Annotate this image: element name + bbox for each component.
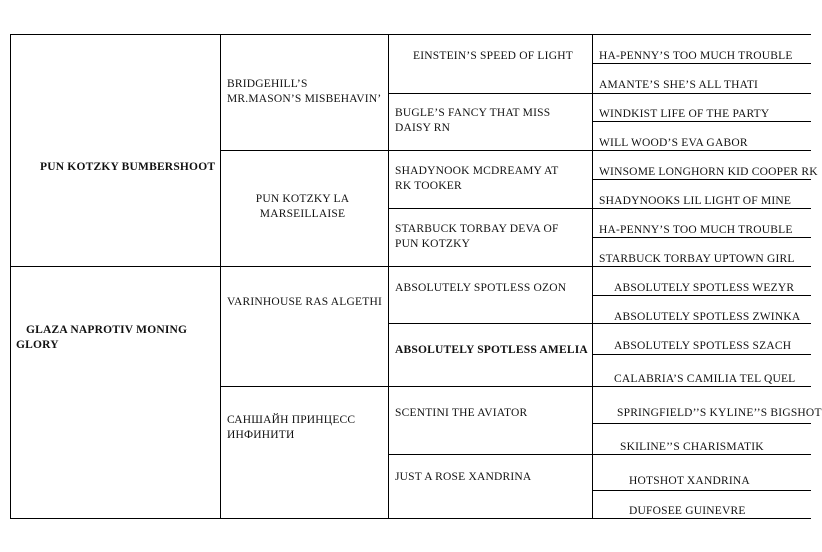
sire-sire-name: BRIDGEHILL’S MR.MASON’S MISBEHAVIN’ bbox=[227, 78, 382, 105]
g4-name: HA-PENNY’S TOO MUCH TROUBLE bbox=[599, 50, 793, 62]
divider-gen4 bbox=[592, 93, 811, 94]
divider-gen4 bbox=[592, 423, 811, 424]
g4-name: SPRINGFIELD’’S KYLINE’’S BIGSHOT bbox=[617, 407, 822, 419]
g4-name: SKILINE’’S CHARISMATIK bbox=[620, 441, 764, 453]
dam-sire-name: VARINHOUSE RAS ALGETHI bbox=[227, 296, 382, 308]
divider-gen3-7 bbox=[388, 454, 592, 455]
g4-name: WINDKIST LIFE OF THE PARTY bbox=[599, 108, 770, 120]
g4-name: ABSOLUTELY SPOTLESS ZWINKA bbox=[614, 311, 801, 323]
g4-name: DUFOSEE GUINEVRE bbox=[629, 505, 746, 517]
divider-gen3-1 bbox=[388, 93, 592, 94]
divider-gen1 bbox=[10, 266, 388, 267]
g3-name: ABSOLUTELY SPOTLESS AMELIA bbox=[395, 344, 588, 356]
dam-name: GLAZA NAPROTIV MONING GLORY bbox=[16, 324, 188, 351]
divider-gen3-2 bbox=[388, 150, 592, 151]
g4-name: ABSOLUTELY SPOTLESS WEZYR bbox=[614, 282, 795, 294]
sire-name: PUN KOTZKY BUMBERSHOOT bbox=[40, 161, 216, 173]
divider-gen4 bbox=[592, 490, 811, 491]
g4-name: AMANTE’S SHE’S ALL THATI bbox=[599, 79, 759, 91]
left-border bbox=[10, 34, 11, 519]
g4-name: SHADYNOOKS LIL LIGHT OF MINE bbox=[599, 195, 792, 207]
divider-col-1 bbox=[220, 34, 221, 519]
g3-name: ABSOLUTELY SPOTLESS OZON bbox=[395, 282, 567, 294]
divider-col-2 bbox=[388, 34, 389, 519]
dam-dam-name: САНШАЙН ПРИНЦЕСС ИНФИНИТИ bbox=[227, 414, 356, 441]
g3-name: EINSTEIN’S SPEED OF LIGHT bbox=[413, 50, 573, 62]
sire-dam-name: PUN KOTZKY LA MARSEILLAISE bbox=[255, 193, 350, 220]
g4-name: CALABRIA’S CAMILIA TEL QUEL bbox=[614, 373, 796, 385]
g3-name: SHADYNOOK MCDREAMY AT RK TOOKER bbox=[395, 165, 559, 192]
g4-name: HA-PENNY’S TOO MUCH TROUBLE bbox=[599, 224, 793, 236]
top-border bbox=[10, 34, 811, 35]
divider-gen2-b bbox=[220, 386, 388, 387]
divider-gen3-3 bbox=[388, 208, 592, 209]
g4-name: HOTSHOT XANDRINA bbox=[629, 475, 750, 487]
divider-gen3-5 bbox=[388, 323, 592, 324]
g3-name: BUGLE’S FANCY THAT MISS DAISY RN bbox=[395, 107, 551, 134]
divider-gen2-a bbox=[220, 150, 388, 151]
divider-gen4 bbox=[592, 354, 811, 355]
divider-gen3-4 bbox=[388, 266, 592, 267]
g4-name: WILL WOOD’S EVA GABOR bbox=[599, 137, 748, 149]
g4-name: STARBUCK TORBAY UPTOWN GIRL bbox=[599, 253, 795, 265]
g4-name: ABSOLUTELY SPOTLESS SZACH bbox=[614, 340, 792, 352]
divider-col-3 bbox=[592, 34, 593, 519]
g4-name: WINSOME LONGHORN KID COOPER RK bbox=[599, 166, 818, 178]
g3-name: JUST A ROSE XANDRINA bbox=[395, 471, 532, 483]
divider-gen3-6 bbox=[388, 386, 592, 387]
g3-name: SCENTINI THE AVIATOR bbox=[395, 407, 528, 419]
g3-name: STARBUCK TORBAY DEVA OF PUN KOTZKY bbox=[395, 223, 559, 250]
